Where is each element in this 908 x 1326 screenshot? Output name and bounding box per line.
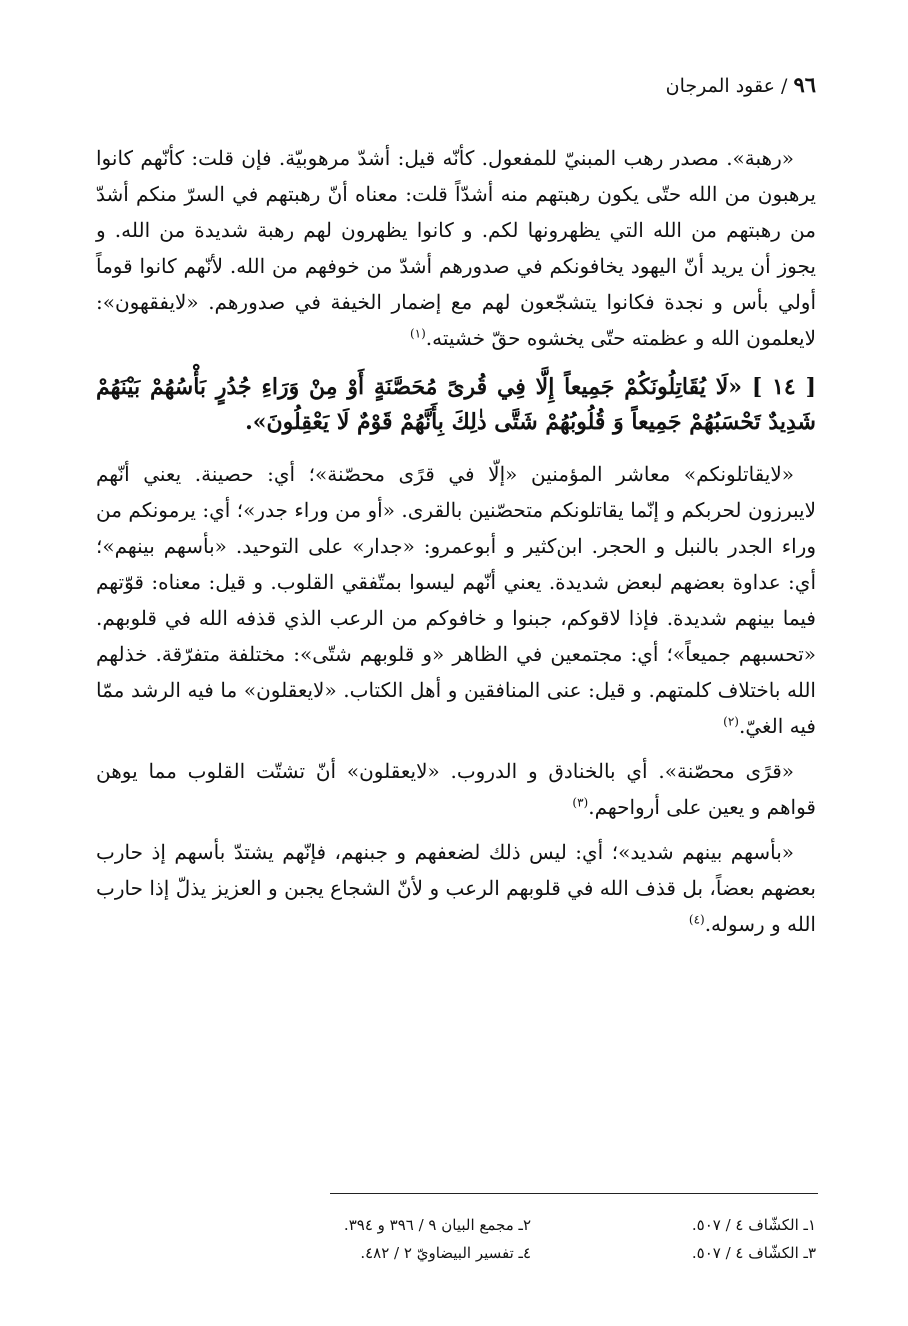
footnotes bbox=[246, 1211, 816, 1267]
book-title: عقود المرجان bbox=[665, 75, 775, 97]
paragraph-text: «لايقاتلونكم» معاشر المؤمنين «إلّا في قرًى محصّنة»؛ أي: حصينة. يعني أنّهم لايبرزون لحربكم و إنّما يقاتلونكم متحصّنين بالقرى. «أو من وراء جدر»؛ أي: يرمونكم من وراء الجدر بالنبل و الحجر. ابن‌كثير و أبوعمرو: «جدار» على التوحيد. «بأسهم بينهم»؛ أي: عداوة بعضهم لبعض شديدة. يعني أنّهم ليسوا بمتّفقي القلوب. و قيل: معناه: قوّتهم فيما بينهم شديدة. فإذا لاقوكم، جبنوا و خافوكم من الرعب الذي قذفه الله في قلوبهم. «تحسبهم جميعاً»؛ أي: مجتمعين في الظاهر «و قلوبهم شتّى»: مختلفة متفرّقة. خذلهم الله باختلاف كلمتهم. و قيل: عنى المنافقين و أهل الكتاب. «لايعقلون» ما فيه الرشد ممّا فيه الغيّ. bbox=[96, 462, 817, 738]
footnote-marker: (٤) bbox=[688, 912, 705, 927]
commentary-paragraph-1 bbox=[96, 140, 816, 356]
verse-paragraph bbox=[96, 370, 816, 440]
paragraph-text: «قرًى محصّنة». أي بالخنادق و الدروب. «لايعقلون» أنّ تشتّت القلوب مما يوهن قواهم و يعين على أرواحهم. bbox=[96, 759, 816, 819]
footnote-row bbox=[246, 1239, 816, 1267]
verse-text: «لَا يُقَاتِلُونَكُمْ جَمِيعاً إِلَّا فِي قُرىً مُحَصَّنَةٍ أَوْ مِنْ وَرَاءِ جُدُرٍ بَأْسُهُمْ بَيْنَهُمْ شَدِيدٌ تَحْسَبُهُمْ جَمِيعاً وَ قُلُوبُهُمْ شَتَّى ذٰلِكَ بِأَنَّهُمْ قَوْمٌ لَا يَعْقِلُونَ». bbox=[96, 374, 816, 435]
header-separator: / bbox=[774, 75, 794, 97]
footnote-row bbox=[246, 1211, 816, 1239]
footnote-2: ٢ـ مجمع البيان ٩ / ٣٩٦ و ٣٩٤. bbox=[343, 1216, 531, 1234]
paragraph-text: «رهبة». مصدر رهب المبنيّ للمفعول. كأنّه قيل: أشدّ مرهوبيّة. فإن قلت: كأنّهم كانوا يرهبون من الله حتّى يكون رهبتهم منه أشدّاً قلت: معناه أنّ رهبتهم في السرّ منكم أشدّ من رهبتهم من الله التي يظهرونها لكم. و كانوا يظهرون لهم رهبة شديدة من الله. و يجوز أن يريد أنّ اليهود يخافونكم في صدورهم أشدّ من خوفهم من الله. لأنّهم كانوا قوماً أولي بأس و نجدة فكانوا يتشجّعون لهم مع إضمار الخيفة في صدورهم. «لايفقهون»: لايعلمون الله و عظمته حتّى يخشوه حقّ خشيته. bbox=[96, 146, 816, 350]
footnote-1: ١ـ الكشّاف ٤ / ٥٠٧. bbox=[691, 1216, 816, 1234]
verse-number: [ ١٤ ] bbox=[751, 374, 816, 400]
footnote-divider bbox=[330, 1193, 818, 1194]
footnote-marker: (٣) bbox=[572, 795, 589, 810]
footnote-4: ٤ـ تفسير البيضاويّ ٢ / ٤٨٢. bbox=[360, 1244, 531, 1262]
commentary-paragraph-3 bbox=[96, 753, 816, 825]
footnote-marker: (٢) bbox=[723, 714, 739, 729]
commentary-paragraph-4 bbox=[96, 834, 816, 942]
main-text bbox=[96, 140, 816, 951]
running-head bbox=[666, 72, 816, 97]
paragraph-text: «بأسهم بينهم شديد»؛ أي: ليس ذلك لضعفهم و جبنهم، فإنّهم يشتدّ بأسهم إذ حارب بعضهم بعضاً، بل قذف الله في قلوبهم الرعب و لأنّ الشجاع يجبن و العزيز يذلّ إذا حارب الله و رسوله. bbox=[96, 840, 816, 936]
commentary-paragraph-2 bbox=[96, 456, 816, 744]
page-number: ٩٦ bbox=[793, 72, 816, 97]
footnote-marker: (١) bbox=[409, 326, 426, 341]
footnote-3: ٣ـ الكشّاف ٤ / ٥٠٧. bbox=[691, 1244, 816, 1262]
